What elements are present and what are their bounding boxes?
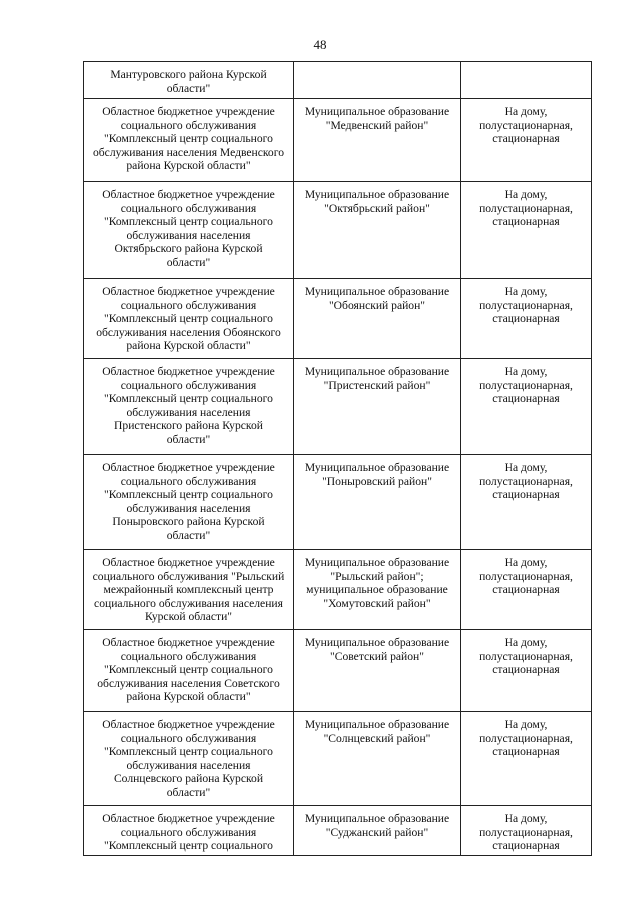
institution-cell: Областное бюджетное учреждение социального обслуживания "Комплексный центр социального обслуживания населения Поныровского района Курской области" — [84, 455, 294, 550]
service-forms-cell: На дому, полустационарная, стационарная — [461, 99, 592, 182]
table-row — [84, 359, 592, 455]
table-row — [84, 712, 592, 806]
institution-cell: Мантуровского района Курской области" — [84, 62, 294, 99]
table-row — [84, 455, 592, 550]
table-row — [84, 806, 592, 856]
service-forms-cell: На дому, полустационарная, стационарная — [461, 359, 592, 455]
institution-cell: Областное бюджетное учреждение социального обслуживания "Рыльский межрайонный комплексный центр социального обслуживания населения Курской области" — [84, 550, 294, 630]
institution-cell: Областное бюджетное учреждение социального обслуживания "Комплексный центр социального обслуживания населения Советского района Курской области" — [84, 630, 294, 712]
municipality-cell: Муниципальное образование "Рыльский район"; муниципальное образование "Хомутовский район" — [294, 550, 461, 630]
service-forms-cell — [461, 62, 592, 99]
service-forms-cell: На дому, полустационарная, стационарная — [461, 182, 592, 279]
table-row — [84, 62, 592, 99]
service-forms-cell: На дому, полустационарная, стационарная — [461, 630, 592, 712]
social-services-table — [83, 61, 592, 856]
service-forms-cell: На дому, полустационарная, стационарная — [461, 806, 592, 856]
service-forms-cell: На дому, полустационарная, стационарная — [461, 279, 592, 359]
municipality-cell: Муниципальное образование "Обоянский район" — [294, 279, 461, 359]
institution-cell: Областное бюджетное учреждение социального обслуживания "Комплексный центр социального обслуживания населения Октябрьского района Курской области" — [84, 182, 294, 279]
municipality-cell: Муниципальное образование "Советский район" — [294, 630, 461, 712]
municipality-cell: Муниципальное образование "Пристенский район" — [294, 359, 461, 455]
municipality-cell: Муниципальное образование "Солнцевский район" — [294, 712, 461, 806]
service-forms-cell: На дому, полустационарная, стационарная — [461, 550, 592, 630]
table-row — [84, 182, 592, 279]
institution-cell: Областное бюджетное учреждение социального обслуживания "Комплексный центр социального обслуживания населения Пристенского района Курской области" — [84, 359, 294, 455]
page-number: 48 — [313, 37, 327, 52]
table-row — [84, 630, 592, 712]
municipality-cell: Муниципальное образование "Октябрьский район" — [294, 182, 461, 279]
institution-cell: Областное бюджетное учреждение социального обслуживания "Комплексный центр социального обслуживания населения Обоянского района Курской области" — [84, 279, 294, 359]
institution-cell: Областное бюджетное учреждение социального обслуживания "Комплексный центр социального обслуживания населения Медвенского района Курской области" — [84, 99, 294, 182]
table-row — [84, 279, 592, 359]
institution-cell: Областное бюджетное учреждение социального обслуживания "Комплексный центр социального — [84, 806, 294, 856]
table-row — [84, 99, 592, 182]
service-forms-cell: На дому, полустационарная, стационарная — [461, 712, 592, 806]
municipality-cell — [294, 62, 461, 99]
service-forms-cell: На дому, полустационарная, стационарная — [461, 455, 592, 550]
institution-cell: Областное бюджетное учреждение социального обслуживания "Комплексный центр социального обслуживания населения Солнцевского района Курской области" — [84, 712, 294, 806]
table-row — [84, 550, 592, 630]
municipality-cell: Муниципальное образование "Поныровский район" — [294, 455, 461, 550]
municipality-cell: Муниципальное образование "Суджанский район" — [294, 806, 461, 856]
municipality-cell: Муниципальное образование "Медвенский район" — [294, 99, 461, 182]
